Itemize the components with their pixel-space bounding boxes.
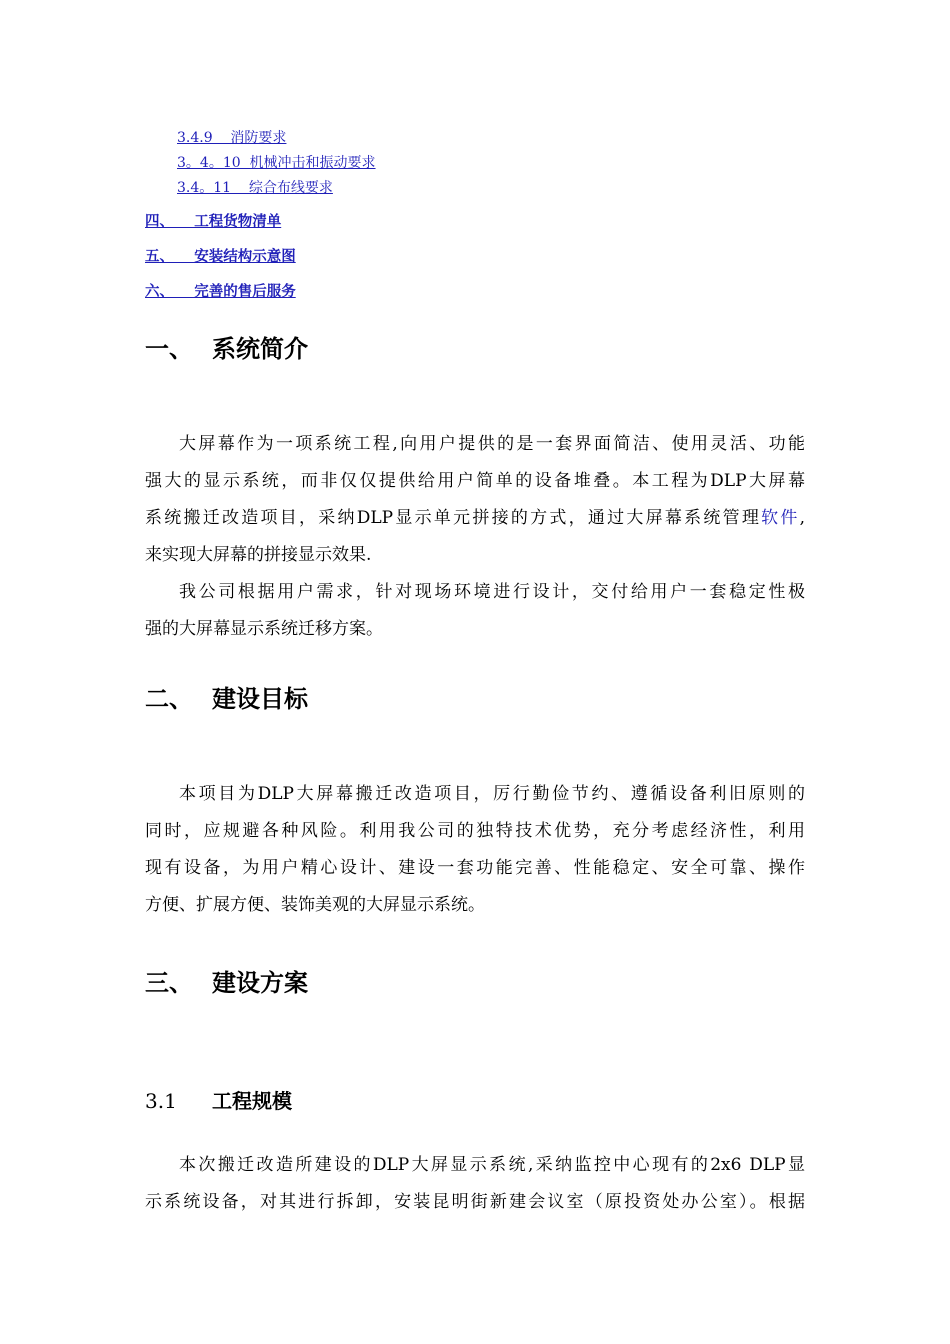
toc-item-3-4-10[interactable]: 3。4。10 机械冲击和振动要求 (177, 155, 376, 171)
section-2-paragraph-1 (145, 776, 805, 924)
section-1-heading (145, 334, 308, 364)
section-2-number: 二、 (145, 685, 193, 713)
paragraph-line: 大屏幕作为一项系统工程,向用户提供的是一套界面简洁、使用灵活、功能 (179, 434, 805, 454)
subsection-3-1-number: 3.1 (145, 1089, 177, 1113)
paragraph-line: 同时，应规避各种风险。利用我公司的独特技术优势，充分考虑经济性，利用 (145, 821, 805, 841)
subsection-3-1-heading (145, 1088, 292, 1114)
toc-item-3-4-11[interactable]: 3.4。11 综合布线要求 (177, 180, 333, 196)
paragraph-text: 系统搬迁改造项目，采纳DLP显示单元拼接的方式，通过大屏幕系统管理 (145, 508, 762, 528)
paragraph-line: 来实现大屏幕的拼接显示效果. (145, 545, 372, 565)
section-1-paragraph-1 (145, 426, 805, 574)
paragraph-line: 现有设备，为用户精心设计、建设一套功能完善、性能稳定、安全可靠、操作 (145, 858, 805, 878)
paragraph-line (145, 500, 805, 537)
section-3-title: 建设方案 (212, 969, 308, 997)
paragraph-line: 方便、扩展方便、装饰美观的大屏显示系统。 (145, 895, 485, 915)
section-2-heading (145, 684, 308, 714)
section-3-paragraph-1 (145, 1147, 805, 1221)
paragraph-line: 强大的显示系统，而非仅仅提供给用户简单的设备堆叠。本工程为DLP大屏幕 (145, 471, 805, 491)
paragraph-text: , (799, 508, 805, 528)
section-3-heading (145, 968, 308, 998)
section-1-number: 一、 (145, 335, 193, 363)
section-2-title: 建设目标 (212, 685, 308, 713)
paragraph-line: 本次搬迁改造所建设的DLP大屏显示系统,采纳监控中心现有的2x6 DLP显 (179, 1155, 805, 1175)
subsection-3-1-title: 工程规模 (212, 1089, 292, 1113)
toc-item-3-4-9[interactable]: 3.4.9 消防要求 (177, 130, 287, 146)
paragraph-line: 我公司根据用户需求，针对现场环境进行设计，交付给用户一套稳定性极 (179, 582, 805, 602)
software-link[interactable]: 软件 (761, 508, 800, 528)
section-1-paragraph-2 (145, 574, 805, 648)
section-3-number: 三、 (145, 969, 193, 997)
toc-item-section-4[interactable]: 四、 工程货物清单 (145, 214, 282, 230)
paragraph-line: 本项目为DLP大屏幕搬迁改造项目，厉行勤俭节约、遵循设备利旧原则的 (179, 784, 805, 804)
toc-item-section-5[interactable]: 五、 安装结构示意图 (145, 249, 296, 265)
paragraph-line: 示系统设备，对其进行拆卸，安装昆明街新建会议室（原投资处办公室）。根据 (145, 1192, 805, 1212)
toc-item-section-6[interactable]: 六、 完善的售后服务 (145, 284, 296, 300)
paragraph-line: 强的大屏幕显示系统迁移方案。 (145, 619, 383, 639)
section-1-title: 系统简介 (212, 335, 308, 363)
